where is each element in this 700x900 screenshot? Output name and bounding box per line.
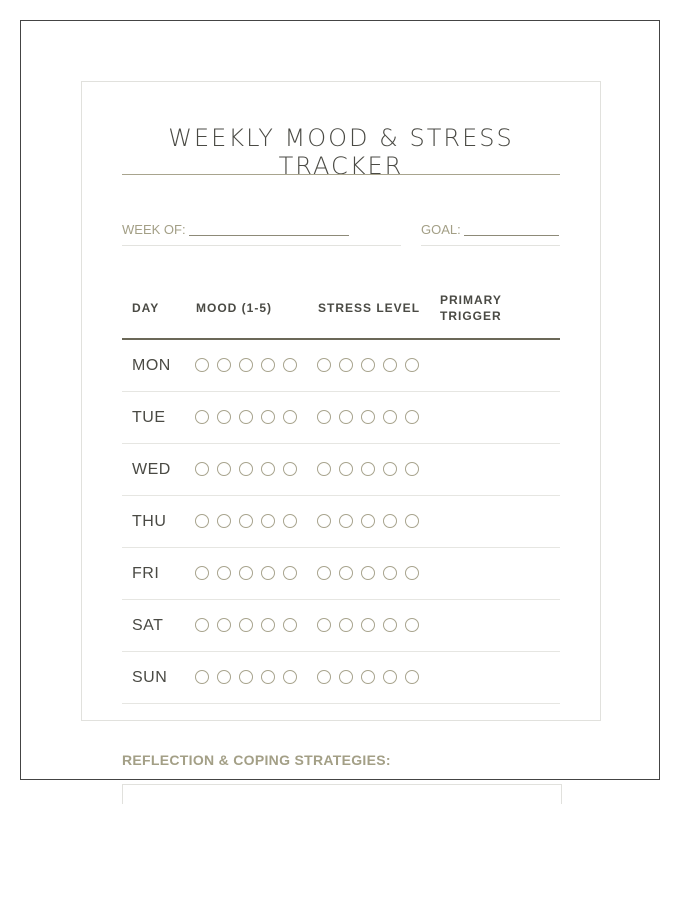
stress-circle[interactable] [383, 670, 397, 684]
stress-circle[interactable] [383, 462, 397, 476]
table-row [122, 496, 560, 548]
stress-circle[interactable] [317, 358, 331, 372]
mood-circle[interactable] [217, 462, 231, 476]
trigger-cell[interactable] [440, 452, 550, 488]
stress-rating [317, 514, 419, 528]
stress-circle[interactable] [317, 566, 331, 580]
stress-circle[interactable] [361, 670, 375, 684]
mood-circle[interactable] [217, 618, 231, 632]
stress-rating [317, 410, 419, 424]
stress-circle[interactable] [317, 410, 331, 424]
table-row [122, 444, 560, 496]
stress-circle[interactable] [317, 514, 331, 528]
stress-circle[interactable] [317, 670, 331, 684]
goal-underline [421, 245, 560, 246]
stress-circle[interactable] [383, 358, 397, 372]
week-of-underline [122, 245, 401, 246]
stress-circle[interactable] [339, 618, 353, 632]
header-trigger-line2: TRIGGER [440, 309, 502, 323]
stress-circle[interactable] [405, 566, 419, 580]
mood-circle[interactable] [217, 566, 231, 580]
stress-circle[interactable] [405, 514, 419, 528]
stress-circle[interactable] [339, 670, 353, 684]
stress-circle[interactable] [317, 618, 331, 632]
header-day: DAY [132, 301, 160, 315]
table-row [122, 652, 560, 704]
table-row [122, 392, 560, 444]
goal-field[interactable] [421, 222, 559, 237]
mood-circle[interactable] [217, 514, 231, 528]
mood-circle[interactable] [239, 618, 253, 632]
stress-circle[interactable] [361, 566, 375, 580]
day-label: WED [132, 461, 171, 478]
stress-circle[interactable] [405, 618, 419, 632]
mood-circle[interactable] [283, 358, 297, 372]
trigger-cell[interactable] [440, 348, 550, 384]
mood-circle[interactable] [261, 566, 275, 580]
trigger-cell[interactable] [440, 608, 550, 644]
mood-circle[interactable] [283, 462, 297, 476]
mood-circle[interactable] [217, 358, 231, 372]
day-label: TUE [132, 409, 166, 426]
mood-rating [195, 514, 297, 528]
stress-circle[interactable] [405, 462, 419, 476]
page-title: WEEKLY MOOD & STRESS TRACKER [168, 124, 514, 180]
header-trigger-line1: PRIMARY [440, 293, 502, 307]
stress-circle[interactable] [361, 410, 375, 424]
stress-circle[interactable] [383, 410, 397, 424]
week-of-label: WEEK OF: [122, 222, 186, 237]
day-label: MON [132, 357, 171, 374]
mood-circle[interactable] [195, 618, 209, 632]
mood-circle[interactable] [239, 514, 253, 528]
mood-circle[interactable] [261, 358, 275, 372]
goal-blank[interactable] [464, 234, 559, 236]
stress-circle[interactable] [361, 514, 375, 528]
trigger-cell[interactable] [440, 400, 550, 436]
trigger-cell[interactable] [440, 660, 550, 696]
trigger-cell[interactable] [440, 504, 550, 540]
mood-rating [195, 618, 297, 632]
day-label: FRI [132, 565, 160, 582]
mood-circle[interactable] [195, 670, 209, 684]
mood-rating [195, 566, 297, 580]
table-row [122, 340, 560, 392]
stress-circle[interactable] [361, 462, 375, 476]
stress-circle[interactable] [405, 670, 419, 684]
mood-circle[interactable] [239, 670, 253, 684]
mood-circle[interactable] [239, 462, 253, 476]
mood-circle[interactable] [261, 462, 275, 476]
stress-circle[interactable] [383, 618, 397, 632]
stress-circle[interactable] [339, 462, 353, 476]
mood-circle[interactable] [195, 514, 209, 528]
table-row [122, 548, 560, 600]
stress-circle[interactable] [317, 462, 331, 476]
mood-circle[interactable] [195, 358, 209, 372]
mood-circle[interactable] [217, 670, 231, 684]
stress-circle[interactable] [361, 358, 375, 372]
stress-circle[interactable] [339, 514, 353, 528]
day-label: SUN [132, 669, 168, 686]
goal-label: GOAL: [421, 222, 461, 237]
reflection-box[interactable] [122, 784, 562, 804]
mood-circle[interactable] [195, 462, 209, 476]
mood-circle[interactable] [217, 410, 231, 424]
header-mood: MOOD (1-5) [196, 301, 272, 315]
mood-rating [195, 670, 297, 684]
day-label: SAT [132, 617, 164, 634]
mood-circle[interactable] [239, 566, 253, 580]
header-trigger [440, 292, 502, 324]
stress-rating [317, 670, 419, 684]
mood-circle[interactable] [283, 410, 297, 424]
mood-circle[interactable] [261, 670, 275, 684]
week-of-blank[interactable] [189, 234, 349, 236]
stress-circle[interactable] [361, 618, 375, 632]
stress-circle[interactable] [339, 566, 353, 580]
mood-circle[interactable] [239, 358, 253, 372]
mood-rating [195, 410, 297, 424]
mood-rating [195, 358, 297, 372]
mood-circle[interactable] [195, 410, 209, 424]
mood-circle[interactable] [239, 410, 253, 424]
mood-circle[interactable] [283, 670, 297, 684]
trigger-cell[interactable] [440, 556, 550, 592]
mood-circle[interactable] [261, 410, 275, 424]
mood-circle[interactable] [195, 566, 209, 580]
header-stress: STRESS LEVEL [318, 301, 421, 315]
stress-circle[interactable] [383, 566, 397, 580]
stress-circle[interactable] [383, 514, 397, 528]
stress-rating [317, 358, 419, 372]
mood-circle[interactable] [283, 618, 297, 632]
table-row [122, 600, 560, 652]
week-of-field[interactable] [122, 222, 349, 237]
stress-rating [317, 618, 419, 632]
day-label: THU [132, 513, 167, 530]
stress-rating [317, 566, 419, 580]
reflection-label: REFLECTION & COPING STRATEGIES: [122, 752, 391, 768]
mood-circle[interactable] [261, 618, 275, 632]
mood-circle[interactable] [261, 514, 275, 528]
stress-circle[interactable] [405, 358, 419, 372]
mood-circle[interactable] [283, 514, 297, 528]
stress-rating [317, 462, 419, 476]
stress-circle[interactable] [339, 358, 353, 372]
stress-circle[interactable] [339, 410, 353, 424]
mood-rating [195, 462, 297, 476]
mood-circle[interactable] [283, 566, 297, 580]
title-divider [122, 174, 560, 175]
stress-circle[interactable] [405, 410, 419, 424]
